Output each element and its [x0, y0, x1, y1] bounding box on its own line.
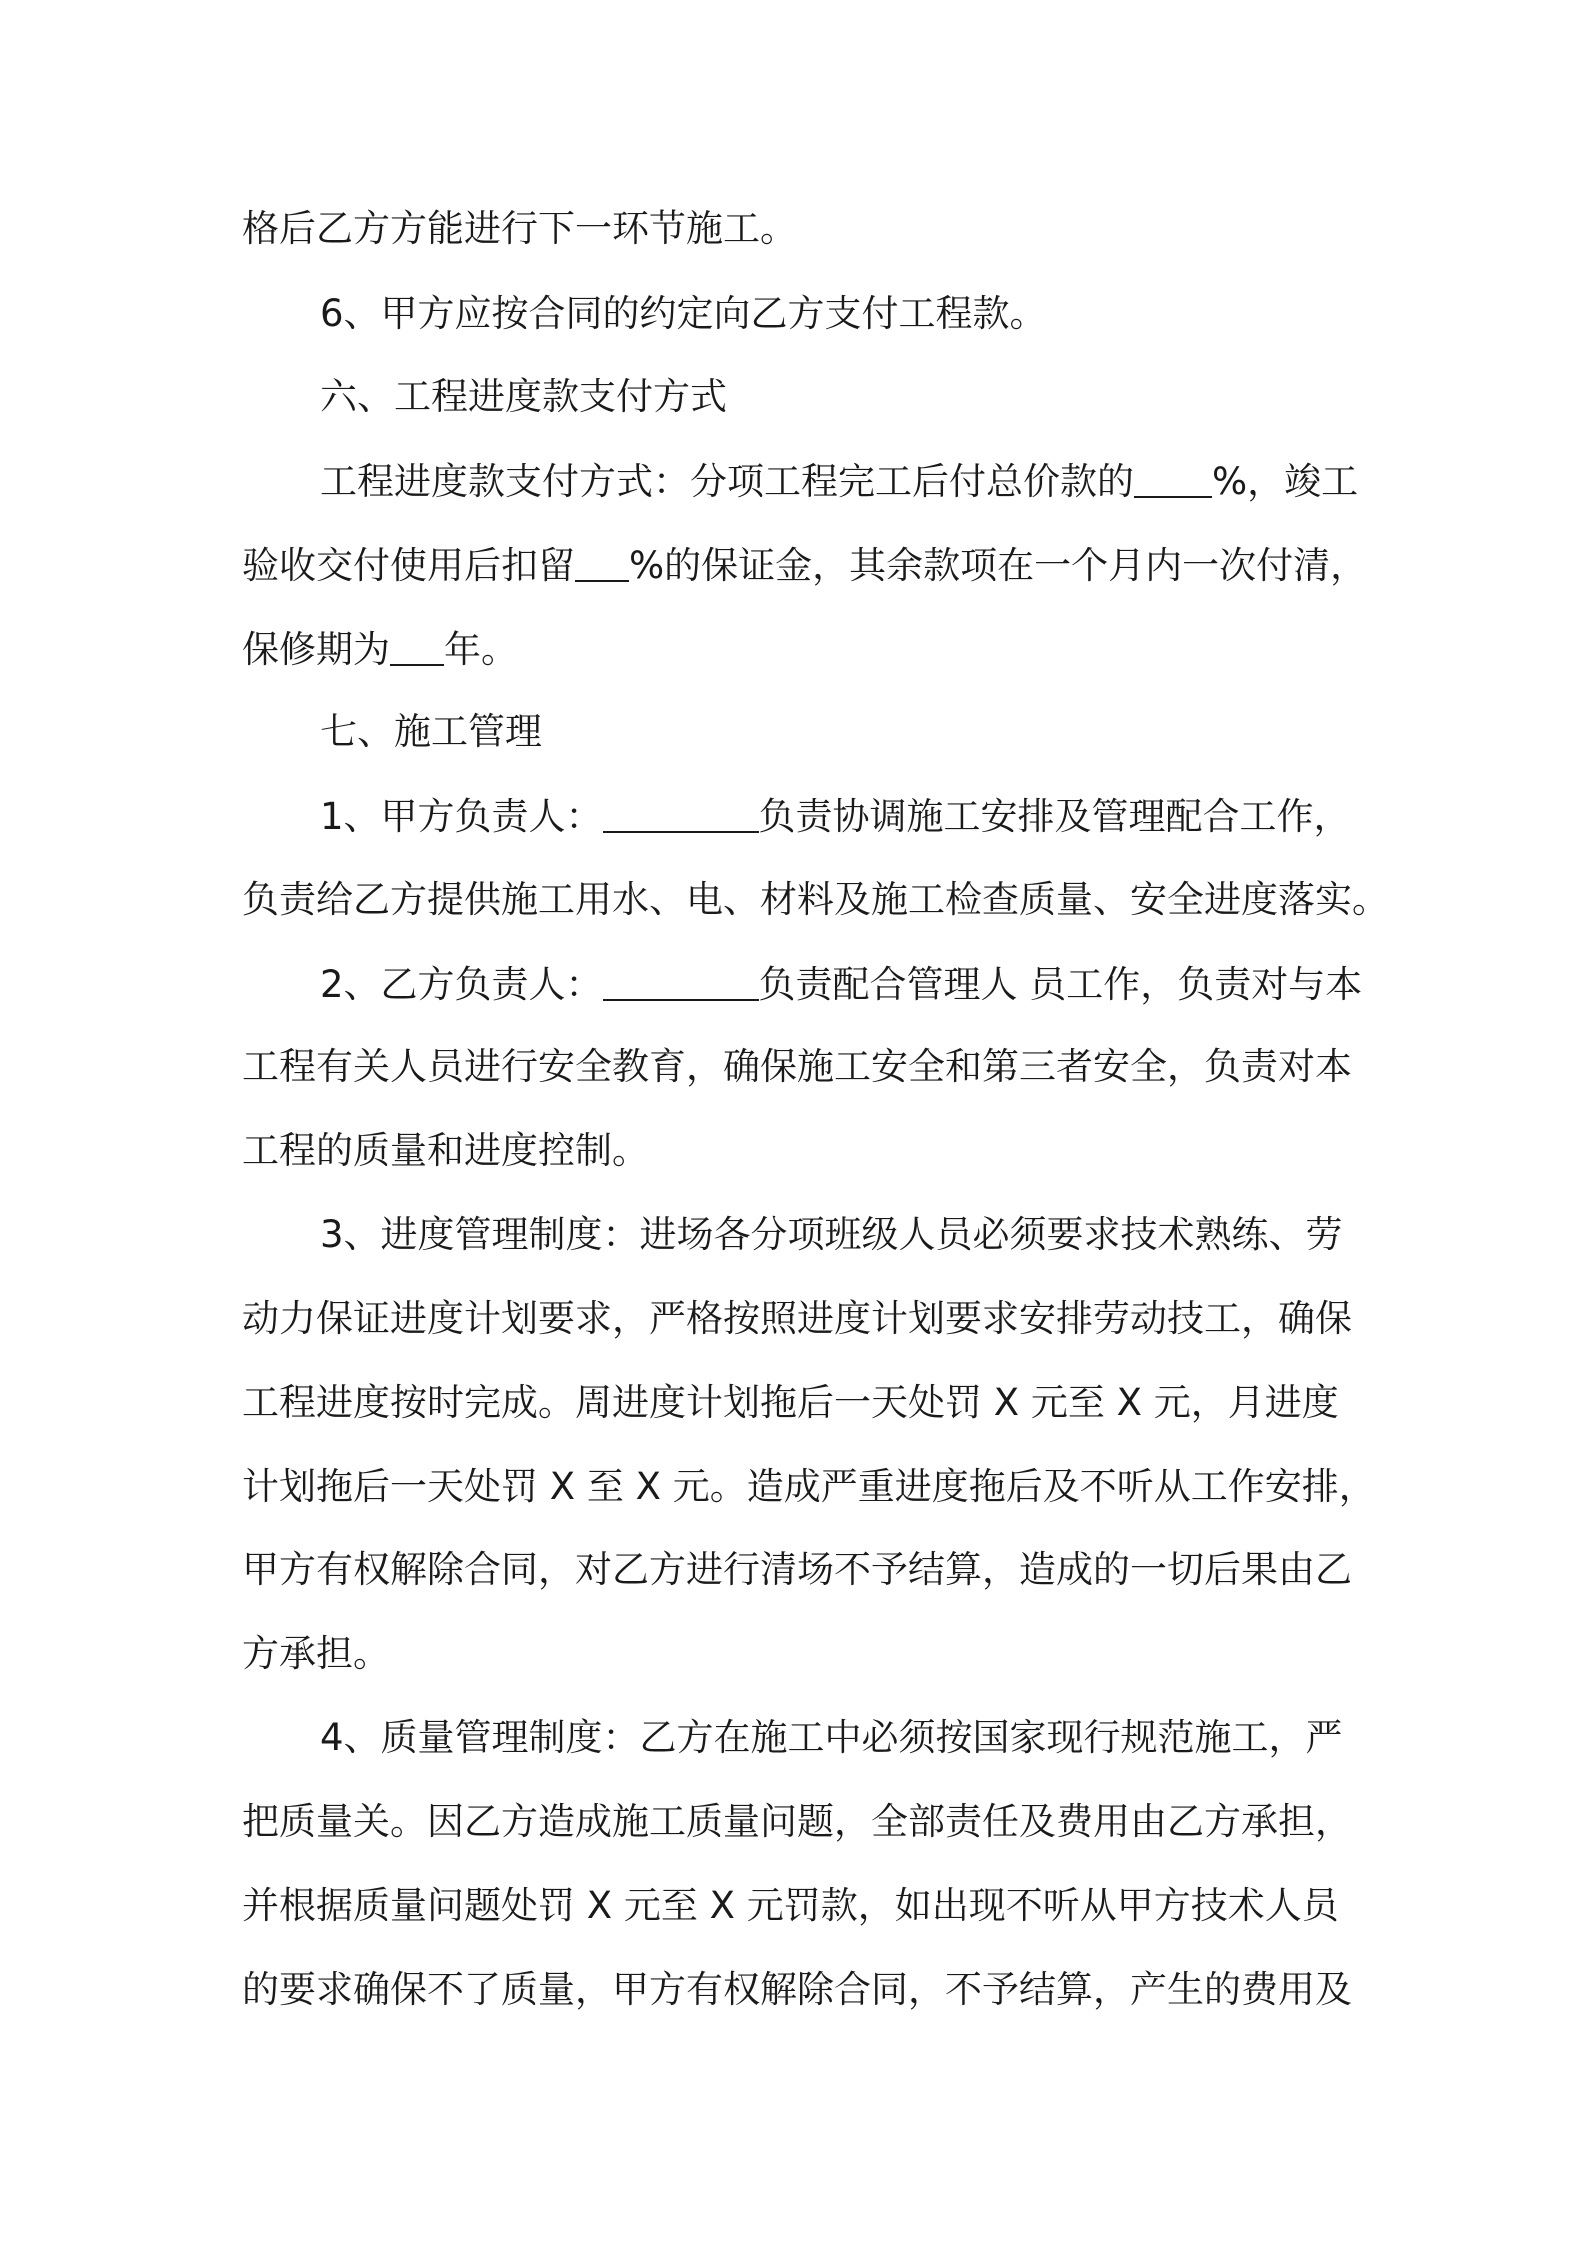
text-line	[242, 628, 518, 671]
text-segment: 1、甲方负责人：	[320, 795, 603, 838]
text-line: 格后乙方方能进行下一环节施工。	[242, 207, 797, 250]
section-heading: 六、工程进度款支付方式	[320, 375, 727, 418]
text-line: 把质量关。因乙方造成施工质量问题，全部责任及费用由乙方承担，	[242, 1800, 1352, 1843]
text-line: 动力保证进度计划要求，严格按照进度计划要求安排劳动技工，确保	[242, 1297, 1352, 1340]
text-segment: %，竣工	[1212, 460, 1359, 503]
text-line: 的要求确保不了质量，甲方有权解除合同，不予结算，产生的费用及	[242, 1968, 1352, 2011]
section-heading: 七、施工管理	[320, 710, 542, 753]
text-line: 3、进度管理制度：进场各分项班级人员必须要求技术熟练、劳	[320, 1213, 1343, 1256]
text-segment: 2、乙方负责人：	[320, 963, 603, 1006]
text-line	[242, 544, 1368, 587]
fill-in-blank[interactable]	[603, 797, 759, 833]
text-segment: 负责协调施工安排及管理配合工作，	[758, 795, 1351, 838]
text-line	[320, 795, 1351, 838]
text-line: 并根据质量问题处罚 X 元至 X 元罚款，如出现不听从甲方技术人员	[242, 1884, 1339, 1927]
fill-in-blank[interactable]	[1134, 462, 1212, 498]
text-line: 甲方有权解除合同，对乙方进行清场不予结算，造成的一切后果由乙	[242, 1548, 1352, 1591]
text-line: 工程有关人员进行安全教育，确保施工安全和第三者安全，负责对本	[242, 1045, 1352, 1088]
fill-in-blank[interactable]	[575, 546, 629, 582]
text-line: 计划拖后一天处罚 X 至 X 元。造成严重进度拖后及不听从工作安排，	[242, 1465, 1376, 1508]
text-line: 工程的质量和进度控制。	[242, 1129, 649, 1172]
text-segment: 工程进度款支付方式：分项工程完工后付总价款的	[320, 460, 1134, 503]
text-line: 负责给乙方提供施工用水、电、材料及施工检查质量、安全进度落实。	[242, 878, 1389, 921]
text-line	[320, 963, 1363, 1006]
text-segment: 保修期为	[242, 628, 390, 671]
fill-in-blank[interactable]	[603, 965, 759, 1001]
text-segment: 验收交付使用后扣留	[242, 544, 575, 587]
text-segment: %的保证金，其余款项在一个月内一次付清，	[629, 544, 1368, 587]
text-segment: 负责配合管理人 员工作，负责对与本	[758, 963, 1363, 1006]
text-line	[320, 460, 1359, 503]
text-line: 方承担。	[242, 1632, 390, 1675]
fill-in-blank[interactable]	[390, 630, 444, 666]
text-line: 工程进度按时完成。周进度计划拖后一天处罚 X 元至 X 元，月进度	[242, 1381, 1339, 1424]
text-segment: 年。	[444, 628, 518, 671]
text-line: 6、甲方应按合同的约定向乙方支付工程款。	[320, 292, 1047, 335]
text-line: 4、质量管理制度：乙方在施工中必须按国家现行规范施工，严	[320, 1716, 1343, 1759]
